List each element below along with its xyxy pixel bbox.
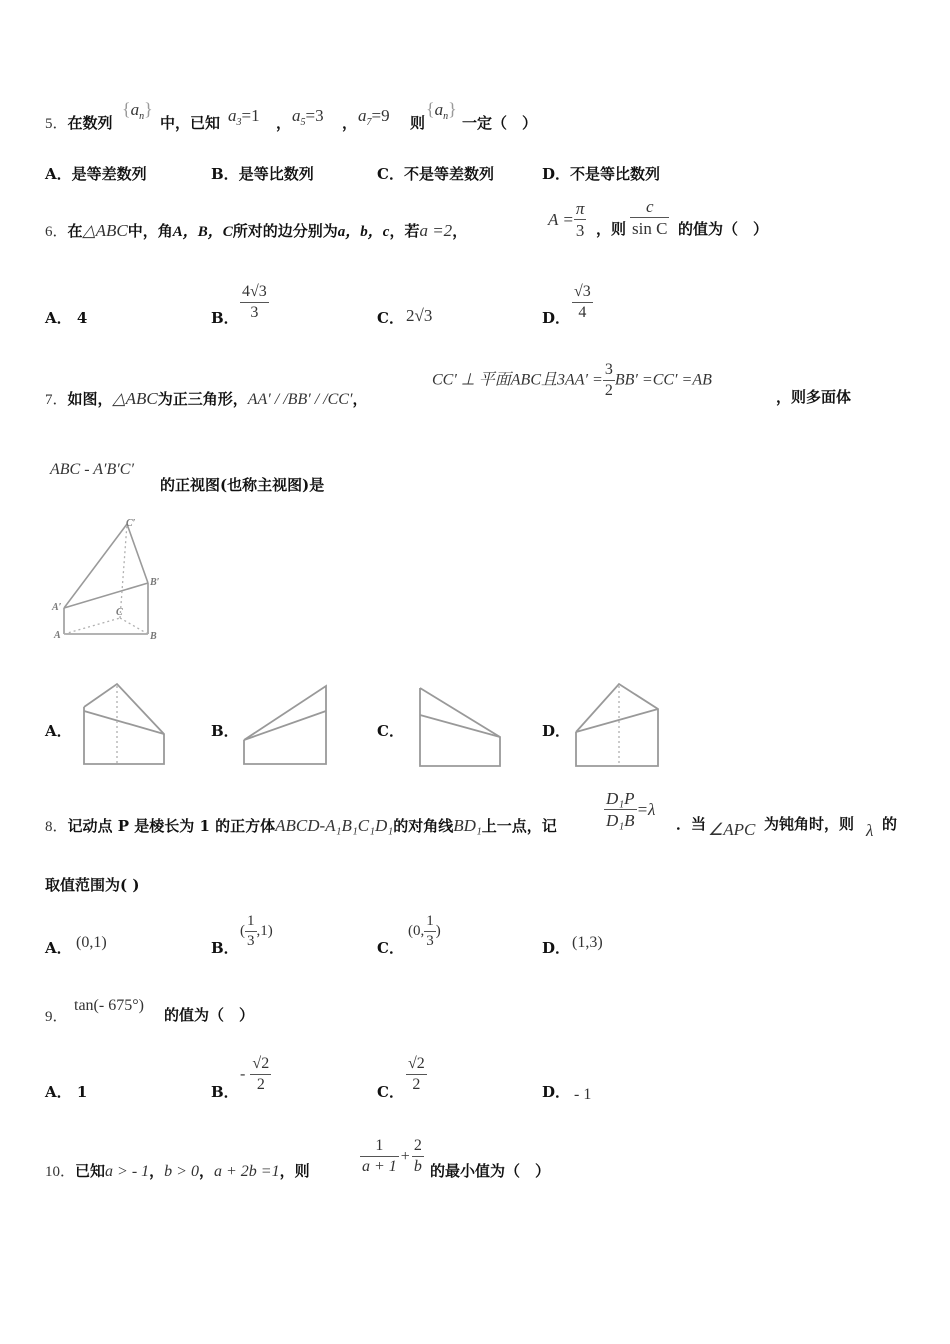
q6-option-a[interactable]: A． 4 xyxy=(45,309,88,327)
q5-seq: $\{a_n\}$ xyxy=(122,99,153,122)
q5-seq2: $\{a_n\}$ xyxy=(426,99,457,122)
label-a: A xyxy=(54,630,61,641)
q7-solid: ABC - A′B′C′ xyxy=(50,461,134,478)
q6-number: 6． xyxy=(45,224,68,240)
q8-number: 8． xyxy=(45,819,68,835)
q7-option-b-letter[interactable]: B． xyxy=(211,722,239,740)
q9-stem: 的值为（ ） xyxy=(164,1006,255,1024)
q6-option-d-letter[interactable]: D． xyxy=(542,309,571,327)
q5-option-a[interactable]: A．是等差数列 xyxy=(45,165,147,183)
q6-cond2: A = $\frac{\pi}{3}$ xyxy=(548,199,585,240)
q9-option-b[interactable]: - $\frac{√2}{2}$ xyxy=(240,1055,270,1093)
q8-option-b[interactable]: ( $\frac{1}{3}$ ,1) xyxy=(240,913,273,949)
label-c: C xyxy=(116,607,123,618)
q8-option-a[interactable]: (0,1) xyxy=(76,934,107,951)
q5-cond3: $a_7=9$ xyxy=(358,106,390,128)
q6-option-b[interactable]: $\frac{4√3}{3}$ xyxy=(242,283,267,321)
q7-option-a-figure[interactable] xyxy=(82,682,166,766)
q9-option-d-letter[interactable]: D． xyxy=(542,1083,571,1101)
q7-option-d-letter[interactable]: D． xyxy=(542,722,571,740)
q7-solid-figure xyxy=(50,515,170,645)
q5-stem xyxy=(45,116,113,132)
q8-stem: 8．记动点 P 是棱长为 1 的正方体ABCD-A₁B₁C₁D₁的对角线BD₁上一点，记 xyxy=(45,816,557,835)
q5-cond1: $a_3=1$ xyxy=(228,106,260,128)
q5-number: 5． xyxy=(45,116,68,132)
q6-option-d[interactable]: $\frac{√3}{4}$ xyxy=(574,283,591,321)
q7-option-c-letter[interactable]: C． xyxy=(377,722,404,740)
q10-stem: 10．已知a > - 1，b > 0，a + 2b =1，则 xyxy=(45,1162,310,1180)
q10-expr: $\frac{1}{a + 1}$ + $\frac{2}{b}$ xyxy=(362,1137,422,1175)
q5-option-c[interactable]: C．不是等差数列 xyxy=(377,165,494,183)
q5-option-d[interactable]: D．不是等比数列 xyxy=(542,165,661,183)
label-b: B xyxy=(150,631,157,642)
q6-option-c[interactable]: 2√3 xyxy=(406,306,433,325)
q8-stem-line2: 取值范围为( ) xyxy=(45,876,140,894)
q7-condition: CC′ ⊥ 平面ABC且3AA′ = $\frac{3}{2}$ BB′ =CC′ =AB xyxy=(432,361,712,399)
q8-angle: ∠APC xyxy=(708,820,756,839)
q8-option-c-letter[interactable]: C． xyxy=(377,939,404,957)
q7-option-a-letter[interactable]: A． xyxy=(45,722,72,740)
q9-option-d[interactable]: - 1 xyxy=(574,1086,592,1103)
q8-option-d-letter[interactable]: D． xyxy=(542,939,571,957)
q5-text2: 中，已知 xyxy=(160,114,221,132)
label-a-prime: A′ xyxy=(52,602,62,613)
q6-option-c-letter[interactable]: C． xyxy=(377,309,404,327)
q8-ratio: $\frac{\text{D₁P}}{\text{D₁B}}$ =λ xyxy=(606,789,656,830)
q5-text: 在数列 xyxy=(67,114,113,132)
q5-cond2: $a_5=3$ xyxy=(292,106,324,128)
q8-option-c[interactable]: (0, $\frac{1}{3}$ ) xyxy=(408,913,441,949)
q8-option-a-letter[interactable]: A． xyxy=(45,939,72,957)
q9-expr: tan(- 675°) xyxy=(74,997,144,1014)
q6-stem: 6．在△ABC中，角A，B，C所对的边分别为a，b，c，若a =2， xyxy=(45,221,468,240)
q9-option-c[interactable]: $\frac{√2}{2}$ xyxy=(408,1055,425,1093)
label-c-prime: C′ xyxy=(126,518,136,529)
q9-option-a[interactable]: A． 1 xyxy=(45,1083,88,1101)
q10-number: 10． xyxy=(45,1164,76,1180)
q6-expr: $\frac{c}{\text{sin C}}$ xyxy=(632,197,668,238)
q6-option-b-letter[interactable]: B． xyxy=(211,309,239,327)
q9-number: 9． xyxy=(45,1009,68,1025)
q8-option-d[interactable]: (1,3) xyxy=(572,934,603,951)
q9-option-c-letter[interactable]: C． xyxy=(377,1083,404,1101)
q7-stem: 7．如图，△ABC为正三角形，AA′ / /BB′ / /CC′， xyxy=(45,389,368,408)
q5-option-b[interactable]: B．是等比数列 xyxy=(211,165,314,183)
q8-option-b-letter[interactable]: B． xyxy=(211,939,239,957)
q5-text3: 则 xyxy=(410,114,426,132)
q7-option-b-figure[interactable] xyxy=(242,684,328,766)
q7-number: 7． xyxy=(45,392,68,408)
q7-option-d-figure[interactable] xyxy=(574,682,660,768)
q7-option-c-figure[interactable] xyxy=(418,686,504,768)
q5-text4: 一定（ ） xyxy=(462,114,538,132)
q9-option-b-letter[interactable]: B． xyxy=(211,1083,239,1101)
label-b-prime: B′ xyxy=(150,577,160,588)
